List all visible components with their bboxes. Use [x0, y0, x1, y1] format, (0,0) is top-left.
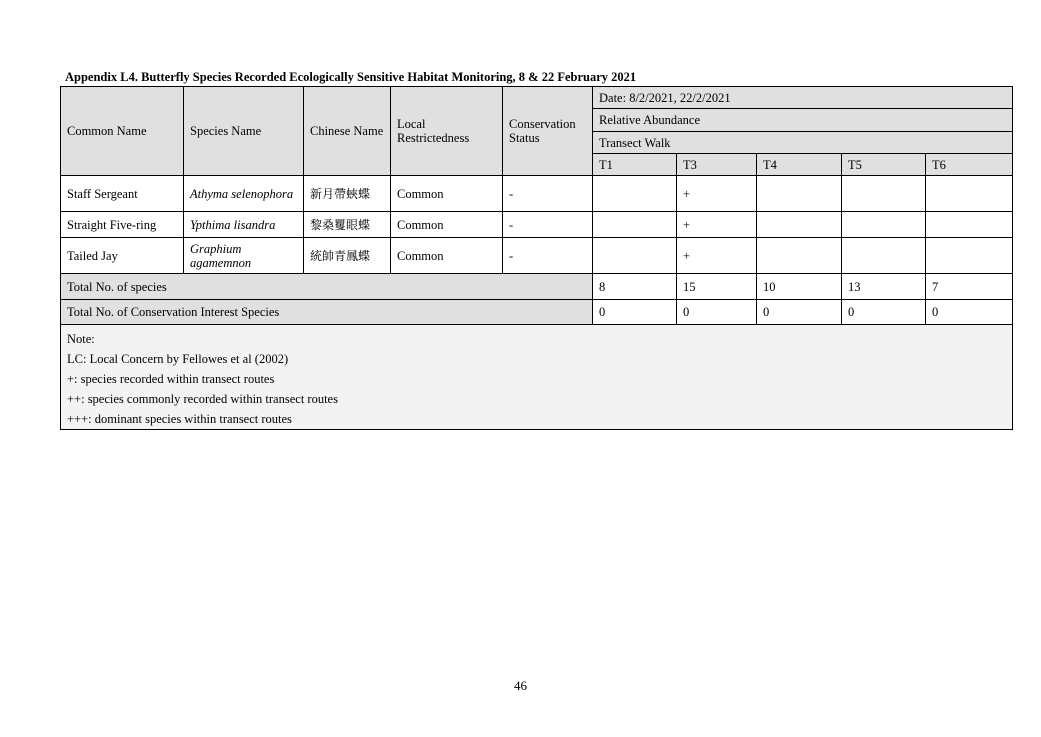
t6-cell	[926, 176, 1013, 212]
header-chinese-name: Chinese Name	[304, 87, 391, 176]
t6-cell	[926, 212, 1013, 238]
total-species-t6: 7	[926, 274, 1013, 300]
chinese-name-cell: 黎桑矍眼蝶	[304, 212, 391, 238]
t3-cell: +	[677, 238, 757, 274]
table-title: Appendix L4. Butterfly Species Recorded Ecologically Sensitive Habitat Monitoring, 8 & 22 February 2021	[65, 70, 637, 84]
note-double-plus: ++: species commonly recorded within transect routes	[67, 392, 338, 406]
total-species-label: Total No. of species	[61, 274, 593, 300]
t3-cell: +	[677, 176, 757, 212]
conservation-status-cell: -	[503, 238, 593, 274]
table-row	[61, 212, 1013, 238]
total-species-t5: 13	[842, 274, 926, 300]
table-row	[61, 238, 1013, 274]
header-t6: T6	[926, 154, 1013, 176]
local-restrictedness-cell: Common	[391, 176, 503, 212]
conservation-status-cell: -	[503, 176, 593, 212]
t3-cell: +	[677, 212, 757, 238]
total-conservation-t6: 0	[926, 300, 1013, 325]
t5-cell	[842, 238, 926, 274]
note-heading: Note:	[67, 332, 95, 346]
header-conservation-status: Conservation Status	[503, 87, 593, 176]
table-row	[61, 176, 1013, 212]
note-lc: LC: Local Concern by Fellowes et al (2002)	[67, 352, 289, 366]
header-t4: T4	[757, 154, 842, 176]
conservation-status-cell: -	[503, 212, 593, 238]
t5-cell	[842, 176, 926, 212]
butterfly-species-table	[60, 86, 1013, 430]
local-restrictedness-cell: Common	[391, 212, 503, 238]
t1-cell	[593, 238, 677, 274]
note-triple-plus: +++: dominant species within transect routes	[67, 412, 292, 426]
total-conservation-t5: 0	[842, 300, 926, 325]
chinese-name-cell: 新月帶蛺蝶	[304, 176, 391, 212]
header-relative-abundance: Relative Abundance	[593, 109, 1013, 132]
t4-cell	[757, 238, 842, 274]
species-name-cell: Athyma selenophora	[184, 176, 304, 212]
species-name-cell: Graphium agamemnon	[184, 238, 304, 274]
t1-cell	[593, 176, 677, 212]
note-plus: +: species recorded within transect routes	[67, 372, 275, 386]
header-species-name: Species Name	[184, 87, 304, 176]
common-name-cell: Straight Five-ring	[61, 212, 184, 238]
total-conservation-label: Total No. of Conservation Interest Species	[61, 300, 593, 325]
page-number: 46	[514, 678, 527, 693]
header-local-restrictedness: Local Restrictedness	[391, 87, 503, 176]
header-transect-walk: Transect Walk	[593, 132, 1013, 154]
total-species-t4: 10	[757, 274, 842, 300]
total-conservation-row	[61, 300, 1013, 325]
header-t5: T5	[842, 154, 926, 176]
header-date: Date: 8/2/2021, 22/2/2021	[593, 87, 1013, 109]
species-name-cell: Ypthima lisandra	[184, 212, 304, 238]
t5-cell	[842, 212, 926, 238]
common-name-cell: Tailed Jay	[61, 238, 184, 274]
chinese-name-cell: 統帥青鳳蝶	[304, 238, 391, 274]
notes-block	[61, 325, 1013, 430]
total-conservation-t3: 0	[677, 300, 757, 325]
header-common-name: Common Name	[61, 87, 184, 176]
t4-cell	[757, 212, 842, 238]
total-species-t1: 8	[593, 274, 677, 300]
t6-cell	[926, 238, 1013, 274]
common-name-cell: Staff Sergeant	[61, 176, 184, 212]
header-t1: T1	[593, 154, 677, 176]
header-t3: T3	[677, 154, 757, 176]
total-conservation-t4: 0	[757, 300, 842, 325]
t1-cell	[593, 212, 677, 238]
total-species-row	[61, 274, 1013, 300]
total-species-t3: 15	[677, 274, 757, 300]
total-conservation-t1: 0	[593, 300, 677, 325]
t4-cell	[757, 176, 842, 212]
local-restrictedness-cell: Common	[391, 238, 503, 274]
